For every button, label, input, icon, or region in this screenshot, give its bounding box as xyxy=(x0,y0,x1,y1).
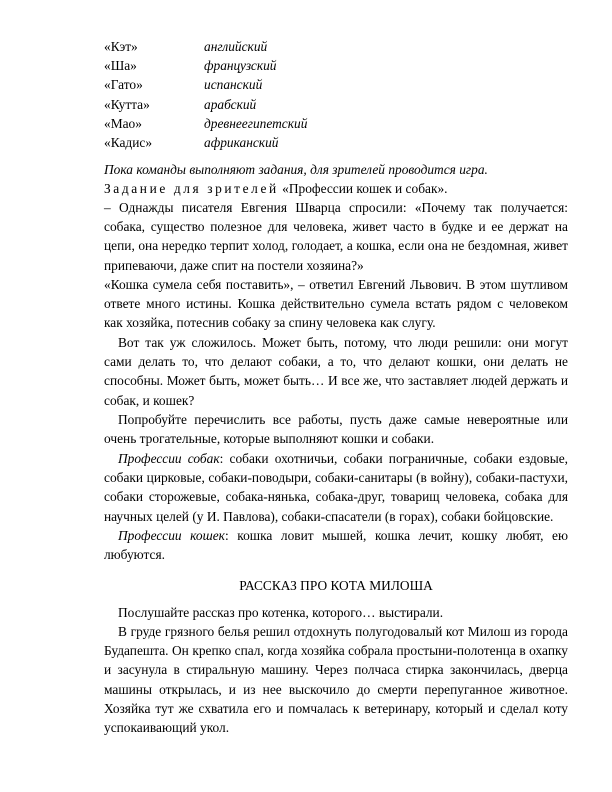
cat-word: «Кутта» xyxy=(104,96,150,112)
cat-word: «Ша» xyxy=(104,58,137,74)
cats-text: : кошка ловит мышей, кошка лечит, кошку любят, ею любуются. xyxy=(104,528,568,563)
list-item xyxy=(104,114,307,133)
language: арабский xyxy=(204,96,257,112)
task-title: «Профессии кошек и собак». xyxy=(282,181,448,196)
language: французский xyxy=(204,58,277,74)
language: испанский xyxy=(204,77,263,93)
list-item xyxy=(104,56,307,75)
paragraph-2: «Кошка сумела себя поставить», – ответил Евгений Львович. В этом шутливом ответе много истины. Кошка действительно сумела встать рядом с человеком как хозяйка, потеснив собаку за спину человека как слугу. xyxy=(104,277,568,331)
language: древнеегипетский xyxy=(204,115,308,131)
cats-paragraph xyxy=(104,526,568,564)
task-line xyxy=(104,179,568,198)
cat-word: «Кадис» xyxy=(104,134,153,150)
list-item xyxy=(104,75,307,94)
dogs-text: : собаки охотничьи, собаки пограничные, собаки ездовые, собаки цирковые, собаки-поводыри, собаки-санитары (в войну), собаки-пастухи, собаки сторожевые, собака-нянька, собака-друг, товарищ человека, собака для научных целей (у И. Павлова), собаки-спасатели (в горах), собаки бойцовские. xyxy=(104,451,568,524)
list-item xyxy=(104,95,307,114)
cat-word: «Мао» xyxy=(104,115,142,131)
list-item xyxy=(104,133,307,152)
cat-word: «Кэт» xyxy=(104,39,138,54)
language: африканский xyxy=(204,134,279,150)
dogs-label: Профессии собак xyxy=(118,451,220,466)
language: английский xyxy=(204,39,268,54)
game-note: Пока команды выполняют задания, для зрителей проводится игра. xyxy=(104,162,488,177)
paragraph-4: Попробуйте перечислить все работы, пусть даже самые невероятные или очень трогательные, которые выполняют кошки и собаки. xyxy=(104,412,568,447)
paragraph-6: В груде грязного белья решил отдохнуть полугодовалый кот Милош из города Будапешта. Он крепко спал, когда хозяйка собрала простыни-полотенца в охапку и засунула в стиральную машину. Через полчаса стирка закончилась, дверца машины открылась, и из нее выскочило до смерти перепуганное животное. Хозяйка тут же схватила его и помчалась к ветеринару, который и сделал коту успокаивающий укол. xyxy=(104,624,568,736)
cat-word: «Гато» xyxy=(104,77,143,93)
paragraph-3: Вот так уж сложилось. Может быть, потому, что люди решили: они могут сами делать то, что делают собаки, а то, что делают кошки, они делать не способны. Может быть, может быть… И все же, что заставляет людей держать и собак, и кошек? xyxy=(104,335,568,408)
paragraph-5: Послушайте рассказ про котенка, которого… выстирали. xyxy=(118,605,444,620)
story-heading: РАССКАЗ ПРО КОТА МИЛОША xyxy=(239,578,433,593)
dogs-paragraph xyxy=(104,449,568,526)
cats-label: Профессии кошек xyxy=(118,528,225,543)
cat-names-list xyxy=(104,37,307,152)
paragraph-1: – Однажды писателя Евгения Шварца спросили: «Почему так получается: собака, существо полезное для человека, живет часто в будке и ее держат на цепи, она нередко терпит холод, голодает, а кошка, если она не бездомная, живет припеваючи, даже спит на постели хозяина?» xyxy=(104,200,568,273)
task-label: Задание для зрителей xyxy=(104,181,279,196)
list-item xyxy=(104,37,307,56)
